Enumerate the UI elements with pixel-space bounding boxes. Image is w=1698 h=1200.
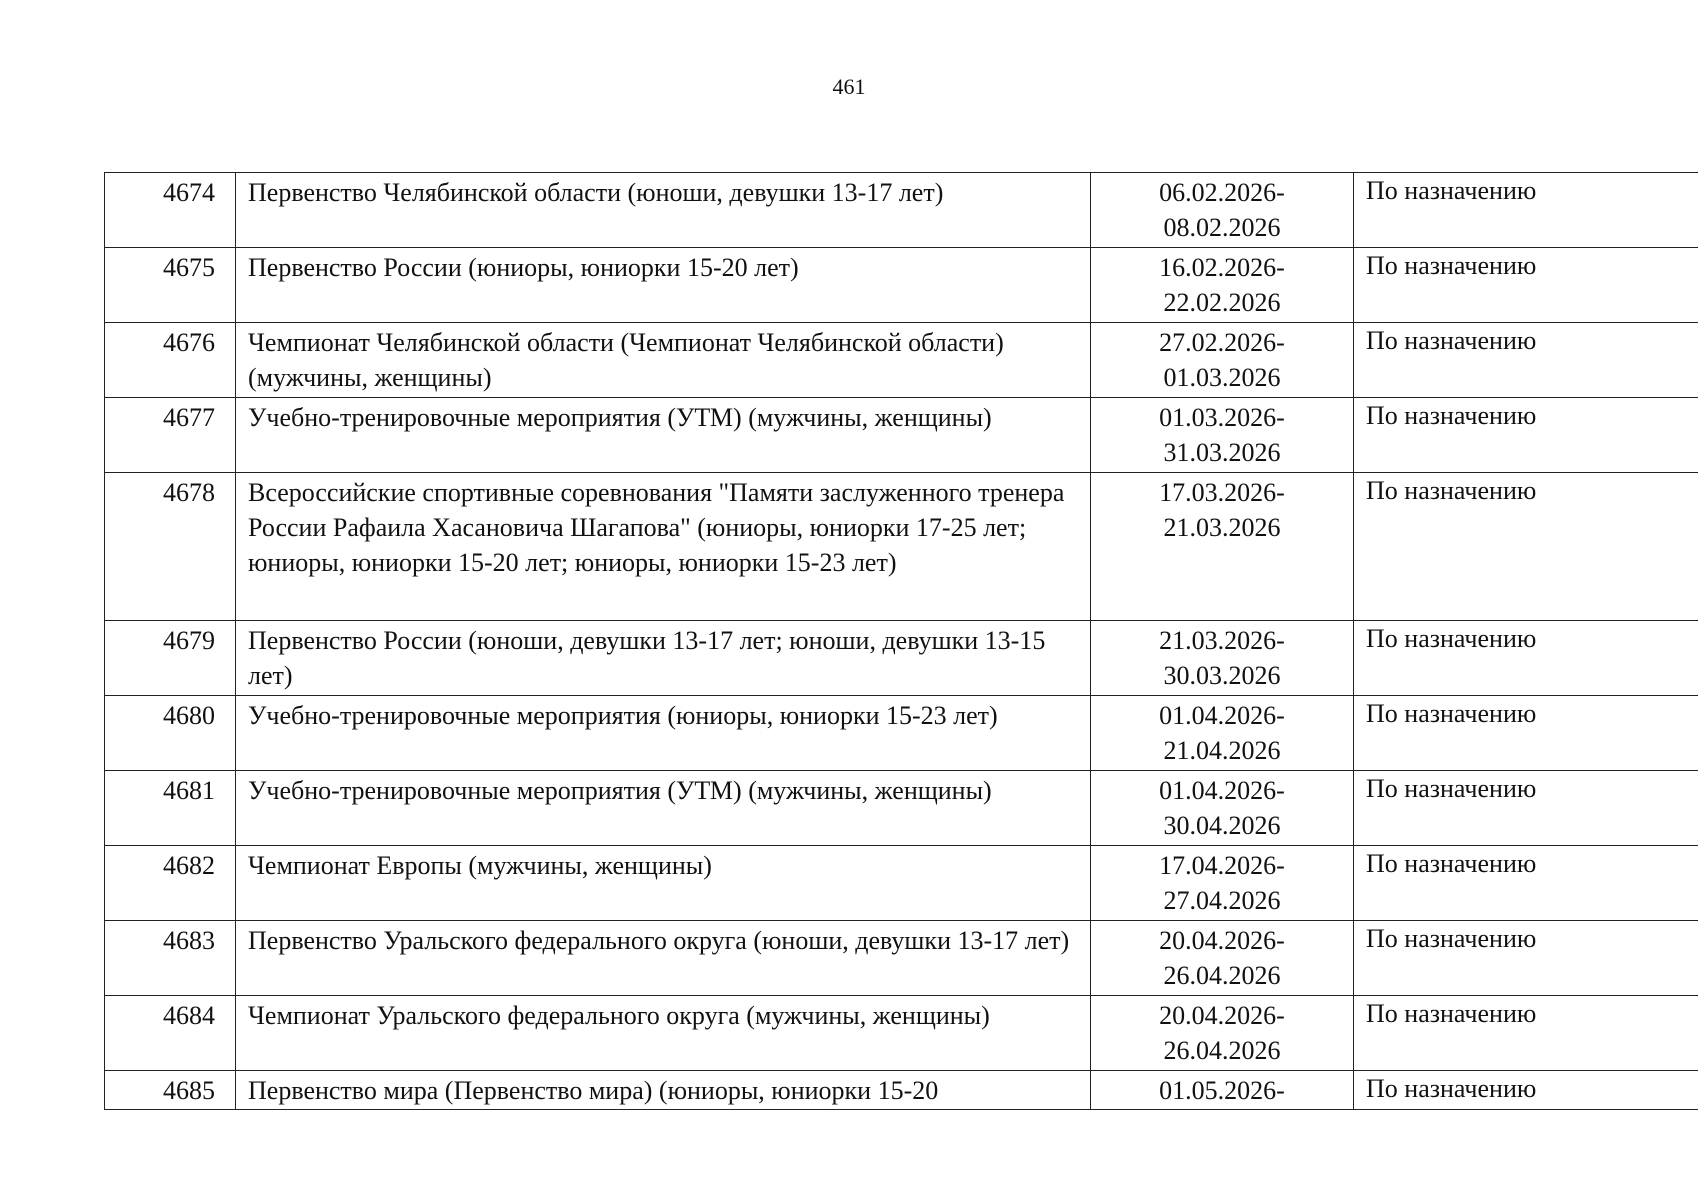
event-dates	[1091, 621, 1354, 696]
event-responsible: По назначению	[1354, 248, 1698, 323]
date-start: 01.04.2026-	[1159, 776, 1285, 805]
event-name: Первенство Челябинской области (юноши, девушки 13-17 лет)	[236, 173, 1091, 248]
table-row	[105, 771, 1698, 846]
table-row	[105, 1071, 1698, 1110]
event-number: 4675	[105, 248, 236, 323]
event-responsible: По назначению	[1354, 173, 1698, 248]
event-name: Первенство Уральского федерального округа (юноши, девушки 13-17 лет)	[236, 921, 1091, 996]
event-dates	[1091, 846, 1354, 921]
event-responsible: По назначению	[1354, 696, 1698, 771]
event-name: Учебно-тренировочные мероприятия (УТМ) (мужчины, женщины)	[236, 398, 1091, 473]
event-name: Чемпионат Европы (мужчины, женщины)	[236, 846, 1091, 921]
date-end: 01.03.2026	[1163, 363, 1281, 392]
date-start: 01.03.2026-	[1159, 403, 1285, 432]
event-number: 4678	[105, 473, 236, 621]
event-dates	[1091, 248, 1354, 323]
date-start: 20.04.2026-	[1159, 926, 1285, 955]
event-responsible: По назначению	[1354, 1071, 1698, 1110]
date-end: 30.04.2026	[1163, 811, 1281, 840]
page-number: 461	[832, 74, 866, 99]
date-end: 08.02.2026	[1163, 213, 1281, 242]
date-end: 26.04.2026	[1163, 961, 1281, 990]
date-end: 31.03.2026	[1163, 438, 1281, 467]
table-row	[105, 248, 1698, 323]
event-number: 4680	[105, 696, 236, 771]
date-start: 27.02.2026-	[1159, 328, 1285, 357]
event-dates	[1091, 1071, 1354, 1110]
date-start: 06.02.2026-	[1159, 178, 1285, 207]
event-number: 4683	[105, 921, 236, 996]
events-table	[104, 172, 1698, 1110]
event-responsible: По назначению	[1354, 771, 1698, 846]
table-row	[105, 921, 1698, 996]
event-number: 4684	[105, 996, 236, 1071]
date-end: 22.02.2026	[1163, 288, 1281, 317]
date-start: 01.04.2026-	[1159, 701, 1285, 730]
event-responsible: По назначению	[1354, 996, 1698, 1071]
event-dates	[1091, 173, 1354, 248]
date-start: 21.03.2026-	[1159, 626, 1285, 655]
event-responsible: По назначению	[1354, 473, 1698, 621]
table-row	[105, 173, 1698, 248]
table-row	[105, 846, 1698, 921]
event-dates	[1091, 771, 1354, 846]
event-responsible: По назначению	[1354, 621, 1698, 696]
event-number: 4682	[105, 846, 236, 921]
date-end: 26.04.2026	[1163, 1036, 1281, 1065]
event-dates	[1091, 323, 1354, 398]
event-number: 4681	[105, 771, 236, 846]
event-name: Первенство России (юноши, девушки 13-17 лет; юноши, девушки 13-15 лет)	[236, 621, 1091, 696]
event-responsible: По назначению	[1354, 846, 1698, 921]
date-start: 17.03.2026-	[1159, 478, 1285, 507]
event-dates	[1091, 473, 1354, 621]
table-row	[105, 696, 1698, 771]
event-responsible: По назначению	[1354, 921, 1698, 996]
event-name: Чемпионат Уральского федерального округа (мужчины, женщины)	[236, 996, 1091, 1071]
date-end: 30.03.2026	[1163, 661, 1281, 690]
date-start: 16.02.2026-	[1159, 253, 1285, 282]
table-row	[105, 621, 1698, 696]
event-name: Первенство России (юниоры, юниорки 15-20 лет)	[236, 248, 1091, 323]
table-row	[105, 323, 1698, 398]
event-number: 4685	[105, 1071, 236, 1110]
date-end: 21.04.2026	[1163, 736, 1281, 765]
date-start: 01.05.2026-	[1159, 1076, 1285, 1105]
table-row	[105, 996, 1698, 1071]
date-start: 17.04.2026-	[1159, 851, 1285, 880]
table-row	[105, 473, 1698, 621]
event-number: 4679	[105, 621, 236, 696]
event-dates	[1091, 696, 1354, 771]
event-name: Всероссийские спортивные соревнования "Памяти заслуженного тренера России Рафаила Хасановича Шагапова" (юниоры, юниорки 17-25 лет; юниоры, юниорки 15-20 лет; юниоры, юниорки 15-23 лет)	[236, 473, 1091, 621]
date-end: 27.04.2026	[1163, 886, 1281, 915]
date-start: 20.04.2026-	[1159, 1001, 1285, 1030]
event-dates	[1091, 398, 1354, 473]
event-dates	[1091, 996, 1354, 1071]
date-end: 21.03.2026	[1163, 513, 1281, 542]
event-responsible: По назначению	[1354, 323, 1698, 398]
event-dates	[1091, 921, 1354, 996]
table-row	[105, 398, 1698, 473]
event-number: 4677	[105, 398, 236, 473]
event-number: 4674	[105, 173, 236, 248]
event-name: Первенство мира (Первенство мира) (юниоры, юниорки 15-20	[236, 1071, 1091, 1110]
event-name: Чемпионат Челябинской области (Чемпионат Челябинской области) (мужчины, женщины)	[236, 323, 1091, 398]
event-number: 4676	[105, 323, 236, 398]
event-name: Учебно-тренировочные мероприятия (УТМ) (мужчины, женщины)	[236, 771, 1091, 846]
event-responsible: По назначению	[1354, 398, 1698, 473]
event-name: Учебно-тренировочные мероприятия (юниоры, юниорки 15-23 лет)	[236, 696, 1091, 771]
